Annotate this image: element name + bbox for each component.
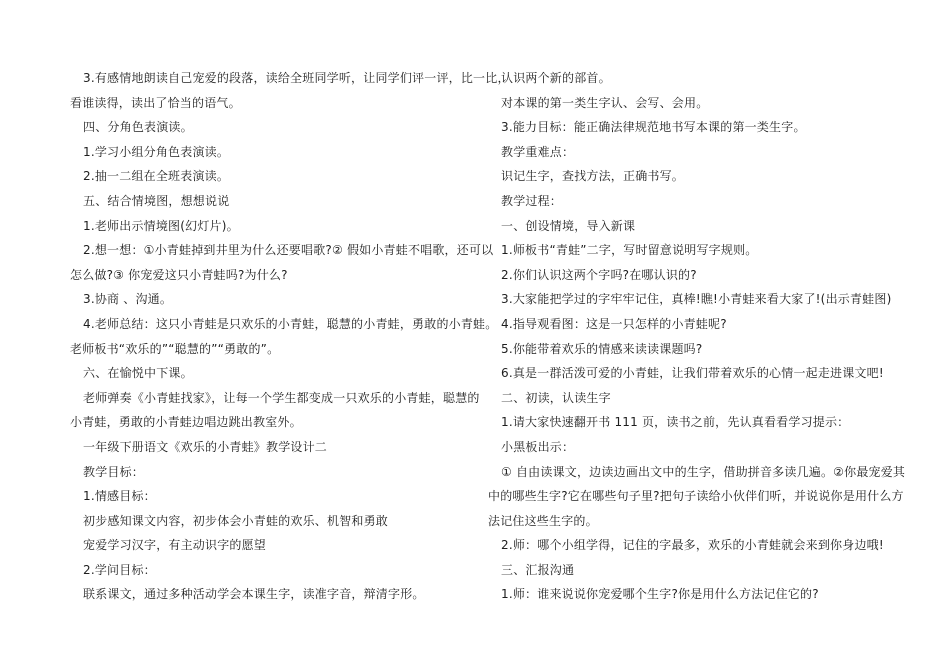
left-column-line: 2.学问目标：: [83, 562, 156, 577]
left-column-line: 老师弹奏《小青蛙找家》，让每一个学生都变成一只欢乐的小青蛙，聪慧的: [83, 390, 480, 405]
right-column-line: 三、汇报沟通: [501, 562, 575, 577]
right-column-line: 对本课的第一类生字认、会写、会用。: [501, 95, 709, 110]
right-column-line: 小黑板出示：: [501, 439, 575, 454]
left-column-line: 3.有感情地朗读自己宠爱的段落，读给全班同学听，让同学们评一评，比一比，: [83, 71, 510, 85]
left-text-column: [70, 66, 510, 607]
right-column-line: 2.师：哪个小组学得，记住的字最多，欢乐的小青蛙就会来到你身边哦!: [501, 538, 884, 553]
left-column-line: 老师板书“欢乐的”“聪慧的”“勇敢的”。: [70, 341, 280, 356]
right-column-line: 5.你能带着欢乐的情感来读读课题吗?: [501, 341, 703, 356]
right-column-line: 4.指导观看图：这是一只怎样的小青蛙呢?: [501, 316, 727, 331]
left-column-line: 宠爱学习汉字，有主动识字的愿望: [83, 538, 267, 553]
left-column-line: 初步感知课文内容，初步体会小青蛙的欢乐、机智和勇敢: [83, 513, 389, 528]
left-column-line: 看谁读得，读出了恰当的语气。: [70, 95, 241, 110]
left-column-line: 一年级下册语文《欢乐的小青蛙》教学设计二: [83, 439, 328, 454]
left-column-line: 4.老师总结：这只小青蛙是只欢乐的小青蛙，聪慧的小青蛙，勇敢的小青蛙。: [83, 316, 498, 331]
right-column-line: 教学重难点：: [501, 144, 575, 159]
left-column-line: 1.情感目标：: [83, 489, 156, 504]
left-column-line: 3.协商 、沟通。: [83, 292, 173, 307]
right-column-line: 一、创设情境，导入新课: [501, 218, 636, 233]
right-text-column: [488, 66, 906, 607]
left-column-line: 六、在愉悦中下课。: [83, 366, 193, 381]
right-column-line: 教学过程：: [501, 193, 563, 208]
right-column-line: 认识两个新的部首。: [501, 71, 611, 85]
right-column-line: 法记住这些生字的。: [488, 513, 598, 528]
right-column-line: 3.大家能把学过的字牢牢记住，真棒!瞧!小青蛙来看大家了!(出示青蛙图): [501, 292, 892, 307]
left-column-line: 教学目标：: [83, 464, 145, 479]
left-column-line: 怎么做?③ 你宠爱这只小青蛙吗?为什么?: [70, 267, 288, 282]
right-column-line: 1.师：谁来说说你宠爱哪个生字?你是用什么方法记住它的?: [501, 587, 819, 602]
right-column-line: 2.你们认识这两个字吗?在哪认识的?: [501, 267, 697, 282]
right-column-line: 6.真是一群活泼可爱的小青蛙，让我们带着欢乐的心情一起走进课文吧!: [501, 366, 884, 381]
left-column-line: 小青蛙，勇敢的小青蛙边唱边跳出教室外。: [70, 415, 302, 430]
right-column-line: 3.能力目标：能正确法律规范地书写本课的第一类生字。: [501, 120, 806, 135]
left-column-line: 2.抽一二组在全班表演读。: [83, 169, 230, 184]
right-column-line: 二、初读，认读生字: [501, 390, 611, 405]
left-column-line: 联系课文，通过多种活动学会本课生字，读准字音，辩清字形。: [83, 587, 425, 602]
left-column-line: 1.学习小组分角色表演读。: [83, 144, 230, 159]
left-column-line: 1.老师出示情境图(幻灯片)。: [83, 218, 239, 233]
left-column-line: 2.想一想：①小青蛙掉到井里为什么还要唱歌?② 假如小青蛙不唱歌，还可以: [83, 243, 494, 258]
right-column-line: 1.请大家快速翻开书 111 页，读书之前，先认真看看学习提示：: [501, 415, 850, 430]
left-column-line: 四、分角色表演读。: [83, 120, 193, 135]
right-column-line: 中的哪些生字?它在哪些句子里?把句子读给小伙伴们听，并说说你是用什么方: [488, 489, 904, 504]
right-column-line: 识记生字，查找方法，正确书写。: [501, 169, 685, 184]
right-column-line: 1.师板书“青蛙”二字，写时留意说明写字规则。: [501, 243, 758, 258]
right-column-line: ① 自由读课文，边读边画出文中的生字，借助拼音多读几遍。②你最宠爱其: [501, 464, 906, 479]
left-column-line: 五、结合情境图，想想说说: [83, 193, 230, 208]
